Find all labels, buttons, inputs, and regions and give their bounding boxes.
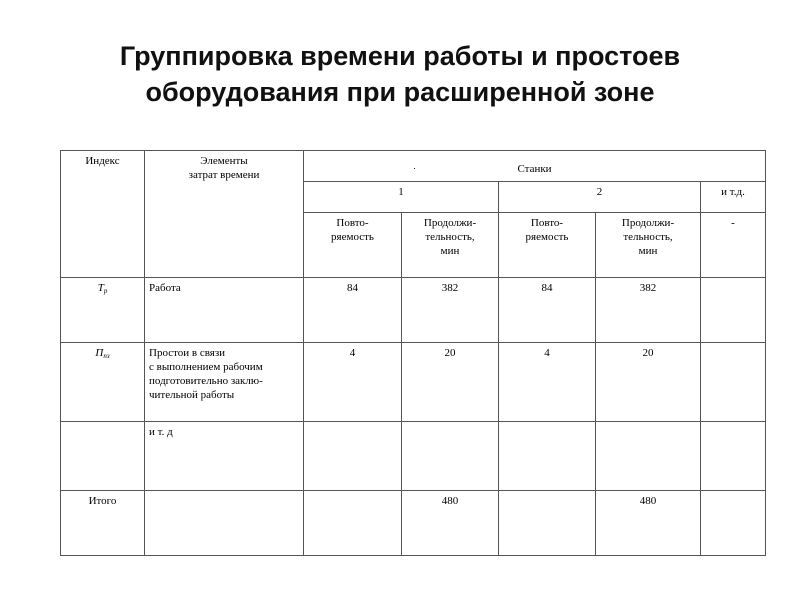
table-row — [61, 278, 766, 343]
header-m2-repeat: Повто- ряемость — [499, 213, 596, 278]
header-elements-line2: затрат времени — [188, 169, 260, 181]
row-work-index-sub: р — [103, 287, 108, 295]
header-index: Индекс — [85, 155, 120, 167]
row-etc-index — [61, 422, 145, 491]
header-machines: Станки — [517, 163, 552, 175]
header-m1-duration: Продолжи- тельность, мин — [402, 213, 499, 278]
row-work-m1-duration: 382 — [402, 278, 499, 343]
row-etc-etc — [701, 422, 766, 491]
row-downtime-m2-duration: 20 — [596, 343, 701, 422]
header-dash: - — [701, 213, 766, 278]
row-etc-m2-duration — [596, 422, 701, 491]
row-downtime-index-sub: пз — [103, 352, 110, 360]
title-line-1: Группировка времени работы и простоев — [119, 41, 681, 71]
row-downtime-index-main: П — [95, 347, 104, 359]
total-element — [145, 491, 304, 556]
row-downtime-m1-duration: 20 — [402, 343, 499, 422]
row-etc-m1-repeat — [304, 422, 402, 491]
total-etc — [701, 491, 766, 556]
row-downtime-etc — [701, 343, 766, 422]
row-downtime-m1-repeat: 4 — [304, 343, 402, 422]
row-work-element: Работа — [145, 278, 304, 343]
total-m1-repeat — [304, 491, 402, 556]
header-dot: . — [413, 161, 416, 171]
total-m2-duration: 480 — [596, 491, 701, 556]
header-m1-repeat: Повто- ряемость — [304, 213, 402, 278]
header-machines-cell — [304, 151, 766, 182]
row-downtime-m2-repeat: 4 — [499, 343, 596, 422]
time-grouping-table — [60, 150, 766, 556]
table-row — [61, 343, 766, 422]
row-work-m2-repeat: 84 — [499, 278, 596, 343]
row-downtime-element: Простои в связи с выполнением рабочим подготовительно заклю- чительной работы — [145, 343, 304, 422]
row-work-index-main: Т — [97, 282, 104, 294]
total-m1-duration: 480 — [402, 491, 499, 556]
table-row — [61, 422, 766, 491]
row-work-m1-repeat: 84 — [304, 278, 402, 343]
row-etc-m1-duration — [402, 422, 499, 491]
row-work-etc — [701, 278, 766, 343]
total-m2-repeat — [499, 491, 596, 556]
header-row-1 — [61, 151, 766, 182]
total-label: Итого — [61, 491, 145, 556]
header-index-cell — [61, 151, 145, 278]
slide-title — [0, 38, 800, 110]
row-etc-element: и т. д — [145, 422, 304, 491]
row-etc-m2-repeat — [499, 422, 596, 491]
header-m2-duration: Продолжи- тельность, мин — [596, 213, 701, 278]
title-line-2: оборудования при расширенной зоне — [145, 77, 655, 107]
row-downtime-index — [61, 343, 145, 422]
row-work-m2-duration: 382 — [596, 278, 701, 343]
header-machine-2: 2 — [499, 182, 701, 213]
total-row — [61, 491, 766, 556]
row-work-index — [61, 278, 145, 343]
header-elements-line1: Элементы — [200, 155, 248, 167]
header-machine-1: 1 — [304, 182, 499, 213]
header-etc: и т.д. — [701, 182, 766, 213]
